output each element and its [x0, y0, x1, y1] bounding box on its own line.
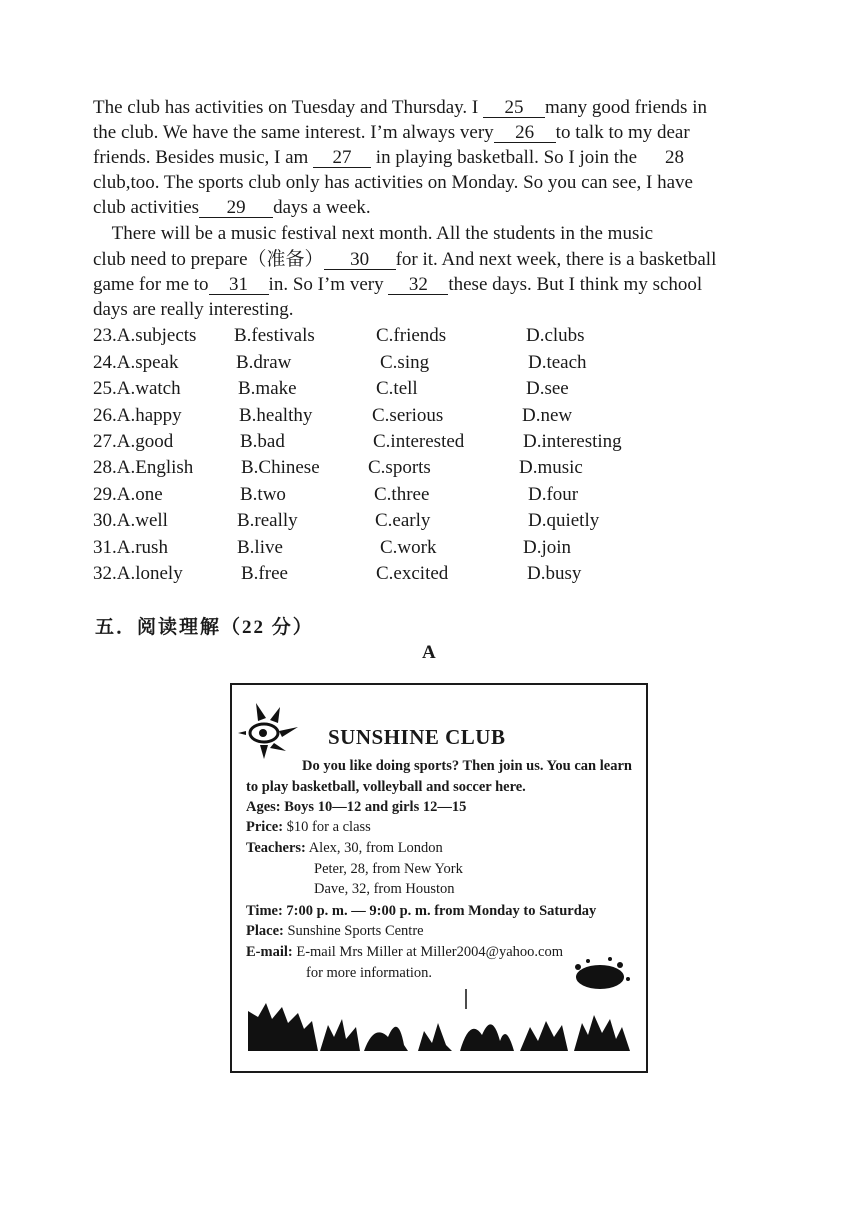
option-b: B.two	[240, 484, 286, 505]
plants-illustration-icon	[248, 953, 638, 1058]
option-d: D.new	[522, 405, 573, 426]
question-row: 24.A.speak B.draw C.sing D.teach	[93, 352, 587, 373]
option-a: A.good	[116, 431, 174, 452]
ad-intro: Do you like doing sports? Then join us. You can learn	[302, 758, 632, 774]
ad-title: SUNSHINE CLUB	[328, 725, 506, 749]
passage-line: club activities 29 days a week.	[93, 197, 371, 218]
option-a: A.well	[116, 510, 168, 531]
option-c: C.three	[374, 484, 430, 505]
ad-email-more: for more information.	[306, 965, 433, 981]
option-b: B.draw	[236, 352, 292, 373]
option-d: D.teach	[528, 352, 587, 373]
option-d: D.busy	[527, 563, 582, 584]
ad-email: E-mail: E-mail Mrs Miller at Miller2004@yahoo.com	[246, 944, 563, 960]
option-d: D.interesting	[523, 431, 622, 452]
ad-teachers: Teachers: Alex, 30, from London	[246, 840, 443, 856]
ad-price: Price: $10 for a class	[246, 819, 371, 835]
passage-line: club need to prepare（准备） 30 for it. And next week, there is a basketball	[93, 249, 717, 270]
question-row: 25.A.watch B.make C.tell D.see	[93, 378, 569, 399]
passage-line: game for me to 31 in. So I’m very 32 these days. But I think my school	[93, 274, 703, 295]
question-row: 30.A.well B.really C.early D.quietly	[93, 510, 600, 531]
option-c: C.serious	[372, 405, 444, 426]
option-a: A.one	[116, 484, 163, 505]
option-c: C.sports	[368, 457, 431, 478]
option-a: A.rush	[116, 537, 168, 558]
blank-30: 30	[324, 251, 396, 270]
option-d: D.quietly	[528, 510, 600, 531]
ad-teacher-peter: Peter, 28, from New York	[314, 861, 463, 877]
sunshine-club-ad	[230, 683, 648, 1073]
option-c: C.tell	[376, 378, 418, 399]
blank-28-number: 28	[665, 147, 685, 168]
question-row: 31.A.rush B.live C.work D.join	[93, 537, 572, 558]
option-c: C.friends	[376, 325, 447, 346]
option-d: D.four	[528, 484, 579, 505]
option-a: A.happy	[116, 405, 182, 426]
question-row: 27.A.good B.bad C.interested D.interesting	[93, 431, 622, 452]
blank-32: 32	[388, 276, 448, 295]
question-row: 29.A.one B.two C.three D.four	[93, 484, 579, 505]
option-c: C.work	[380, 537, 437, 558]
option-a: A.English	[116, 457, 194, 478]
ad-intro-2: to play basketball, volleyball and soccer here.	[246, 779, 526, 795]
option-c: C.interested	[373, 431, 465, 452]
blank-29: 29	[199, 199, 273, 218]
option-b: B.Chinese	[241, 457, 320, 478]
option-b: B.healthy	[239, 405, 313, 426]
option-a: A.subjects	[116, 325, 197, 346]
passage-line: The club has activities on Tuesday and Thursday. I 25 many good friends in	[93, 97, 707, 118]
section-title: 五．阅读理解（22 分）	[95, 617, 314, 638]
passage-line: the club. We have the same interest. I’m always very 26 to talk to my dear	[93, 122, 690, 143]
option-c: C.excited	[376, 563, 449, 584]
option-c: C.early	[375, 510, 431, 531]
option-b: B.free	[241, 563, 288, 584]
question-row: 23.A.subjects B.festivals C.friends D.clubs	[93, 325, 585, 346]
passage-line: days are really interesting.	[93, 299, 294, 320]
option-b: B.live	[237, 537, 283, 558]
option-b: B.really	[237, 510, 298, 531]
ad-ages: Ages: Boys 10—12 and girls 12—15	[246, 799, 467, 815]
question-row: 32.A.lonely B.free C.excited D.busy	[93, 563, 582, 584]
passage-line: friends. Besides music, I am 27 in playing basketball. So I join the 28	[93, 147, 685, 168]
option-a: A.watch	[116, 378, 181, 399]
passage-line: club,too. The sports club only has activities on Monday. So you can see, I have	[93, 172, 693, 193]
option-b: B.bad	[240, 431, 285, 452]
option-d: D.clubs	[526, 325, 585, 346]
option-a: A.speak	[116, 352, 179, 373]
sun-logo-icon	[236, 693, 316, 768]
question-row: 26.A.happy B.healthy C.serious D.new	[93, 405, 573, 426]
ad-teacher-dave: Dave, 32, from Houston	[314, 881, 455, 897]
option-b: B.festivals	[234, 325, 315, 346]
blank-27: 27	[313, 149, 371, 168]
option-d: D.music	[519, 457, 583, 478]
option-a: A.lonely	[116, 563, 183, 584]
option-d: D.join	[523, 537, 572, 558]
option-b: B.make	[238, 378, 297, 399]
option-c: C.sing	[380, 352, 430, 373]
blank-26: 26	[494, 124, 556, 143]
option-d: D.see	[526, 378, 569, 399]
blank-25: 25	[483, 99, 545, 118]
passage-line: There will be a music festival next month. All the students in the music	[93, 223, 654, 244]
blank-31: 31	[209, 276, 269, 295]
ad-place: Place: Sunshine Sports Centre	[246, 923, 424, 939]
passage-letter: A	[422, 642, 436, 663]
question-row: 28.A.English B.Chinese C.sports D.music	[93, 457, 583, 478]
ad-time: Time: 7:00 p. m. — 9:00 p. m. from Monday to Saturday	[246, 903, 597, 919]
